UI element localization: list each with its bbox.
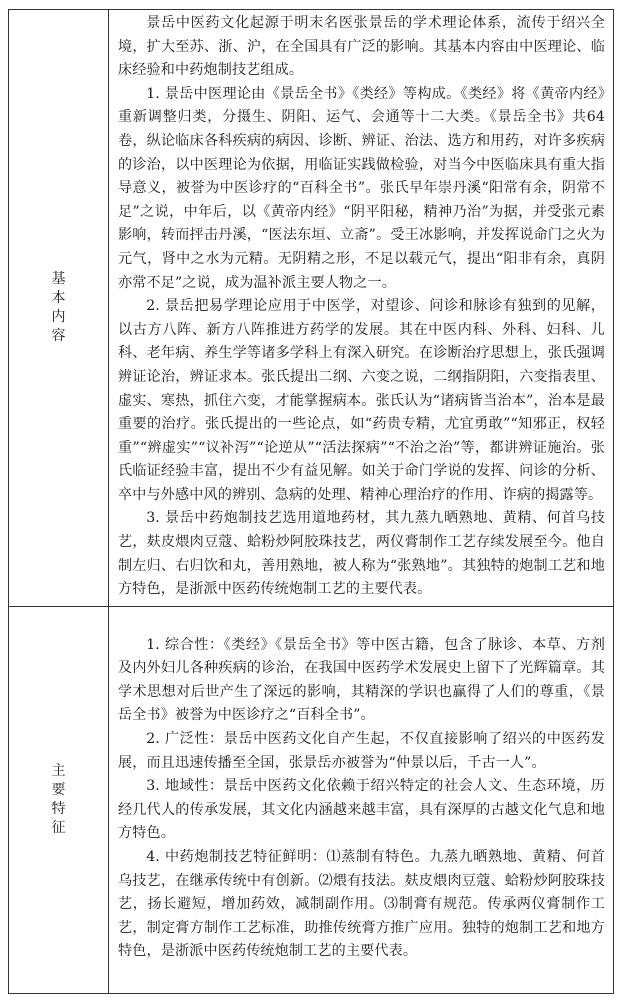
- info-table: [8, 9, 614, 994]
- row-label-cell: [9, 606, 109, 993]
- paragraph: 2. 广泛性：景岳中医药文化自产生起，不仅直接影响了绍兴的中医药发展，而且迅速传播至全国，张景岳亦被誉为“仲景以后，千古一人”。: [118, 731, 605, 771]
- table-row-main-features: [9, 606, 614, 993]
- row-label: 基本内容: [51, 270, 66, 344]
- table-row-basic-content: [9, 10, 614, 607]
- row-content-cell: [109, 10, 614, 607]
- paragraph: 2. 景岳把易学理论应用于中医学，对望诊、问诊和脉诊有独到的见解，以古方八阵、新方八阵推进方药学的发展。其在中医内科、外科、妇科、儿科、老年病、养生学等诸多学科上有深入研究。在诊断治疗思想上，张氏强调辨证论治，辨证求本。张氏提出二纲、六变之说，二纲指阴阳，六变指表里、虚实、寒热，抓住六变，才能掌握病本。张氏认为“诸病皆当治本”，治本是最重要的治疗。张氏提出的一些论点，如“药贵专精，尤宜勇敢”“知邪正，权轻重”“辨虚实”“议补泻”“论逆从”“活法探病”“不治之治”等，都讲辨证施治。张氏临证经验丰富，提出不少有益见解。如关于命门学说的发挥、问诊的分析、卒中与外感中风的辨别、急病的处理、精神心理治疗的作用、诈病的揭露等。: [118, 298, 605, 503]
- paragraph: 1. 景岳中医理论由《景岳全书》《类经》等构成。《类经》将《黄帝内经》重新调整归类，分摄生、阴阳、运气、会通等十二大类。《景岳全书》共64卷，纵论临床各科疾病的病因、诊断、辨证、治法、选方和用药，对许多疾病的诊治，以中医理论为依据，用临证实践做检验，对当今中医临床具有重大指导意义，被誉为中医诊疗的“百科全书”。张氏早年崇丹溪“阳常有余，阴常不足”之说，中年后，以《黄帝内经》“阴平阳秘，精神乃治”为据，并受张元素影响，转而抨击丹溪，“医法东垣、立斋”。受王冰影响，并发挥说命门之火为元气，肾中之水为元精。无阴精之形，不足以载元气，提出“阳非有余，真阴亦常不足”之说，成为温补派主要人物之一。: [118, 85, 605, 291]
- row-label-cell: [9, 10, 109, 607]
- paragraph: 3. 景岳中药炮制技艺选用道地药材，其九蒸九晒熟地、黄精、何首乌技艺，麸皮煨肉豆蔻、蛤粉炒阿胶珠技艺，两仪膏制作工艺存续发展至今。他自制左归、右归饮和丸，善用熟地，被人称为“张熟地”。其独特的炮制工艺和地方特色，是浙派中医药传统炮制工艺的主要代表。: [118, 510, 605, 598]
- paragraph: 1. 综合性：《类经》《景岳全书》等中医古籍，包含了脉诊、本草、方剂及内外妇儿各种疾病的诊治，在我国中医药学术发展史上留下了光辉篇章。其学术思想对后世产生了深远的影响，其精深的学识也赢得了人们的尊重，《景岳全书》被誉为中医诊疗之“百科全书”。: [118, 636, 605, 724]
- row-content-cell: [109, 606, 614, 993]
- paragraph: 4. 中药炮制技艺特征鲜明：⑴蒸制有特色。九蒸九晒熟地、黄精、何首乌技艺，在继承传统中有创新。⑵煨有技法。麸皮煨肉豆蔻、蛤粉炒阿胶珠技艺，扬长避短，增加药效，减制副作用。⑶制膏有规范。传承两仪膏制作工艺，制定膏方制作工艺标准，助推传统膏方推广应用。独特的炮制工艺和地方特色，是浙派中医药传统炮制工艺的主要代表。: [118, 849, 605, 960]
- row-label: 主要特征: [51, 762, 66, 836]
- paragraph: 3. 地域性：景岳中医药文化依赖于绍兴特定的社会人文、生态环境，历经几代人的传承发展，其文化内涵越来越丰富，具有深厚的古越文化气息和地方特色。: [118, 778, 605, 842]
- paragraph: 景岳中医药文化起源于明末名医张景岳的学术理论体系，流传于绍兴全境，扩大至苏、浙、沪，在全国具有广泛的影响。其基本内容由中医理论、临床经验和中药炮制技艺组成。: [118, 15, 605, 79]
